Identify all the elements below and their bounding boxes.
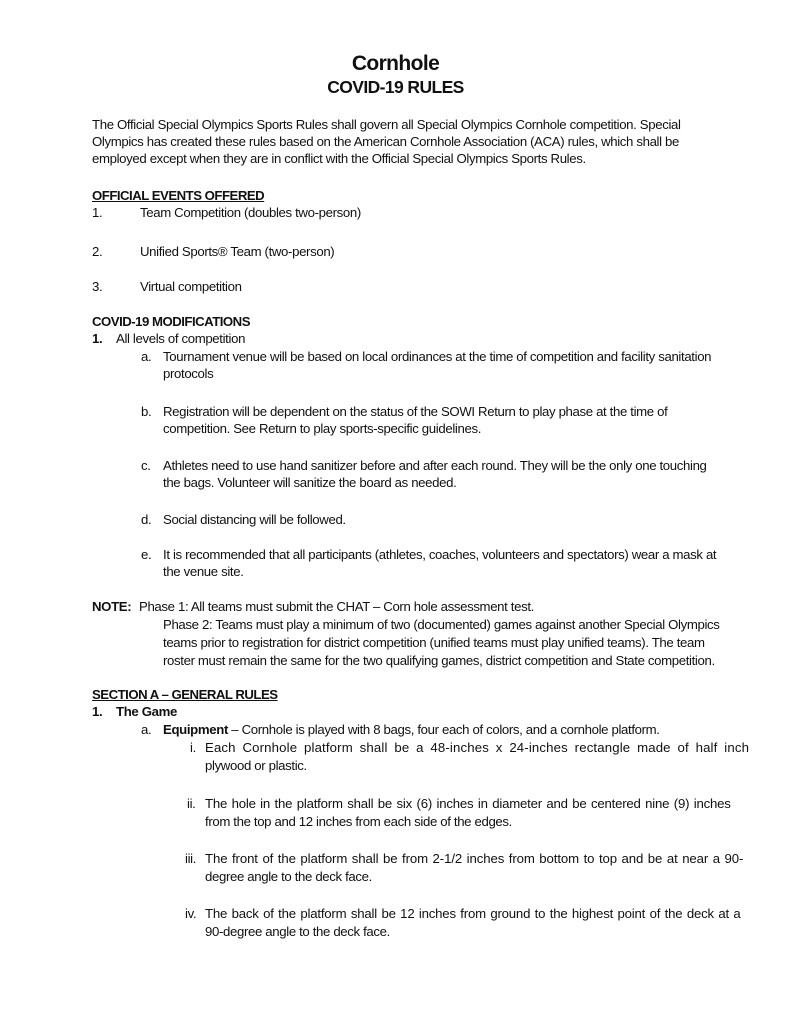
item-line: It is recommended that all participants (athletes, coaches, volunteers and spectators) wear a mask at [163, 547, 717, 562]
intro-line: The Official Special Olympics Sports Rules shall govern all Special Olympics Cornhole competition. Special [92, 117, 681, 132]
covid-level-number: 1. [92, 331, 103, 346]
item-letter: b. [141, 404, 152, 419]
item-line: protocols [163, 366, 214, 381]
note-label: NOTE: [92, 599, 132, 614]
item-line: from the top and 12 inches from each side of the edges. [205, 814, 512, 829]
item-letter: e. [141, 547, 152, 562]
item-line: the bags. Volunteer will sanitize the board as needed. [163, 475, 457, 490]
item-line: the venue site. [163, 564, 244, 579]
item-roman: iii. [185, 851, 197, 866]
event-text: Team Competition (doubles two-person) [140, 205, 361, 220]
equipment-label: Equipment [163, 722, 228, 737]
section-a-heading: SECTION A – GENERAL RULES [92, 687, 278, 702]
equipment-line [163, 722, 660, 737]
item-letter: d. [141, 512, 152, 527]
note-phase1: Phase 1: All teams must submit the CHAT – Corn hole assessment test. [139, 599, 534, 614]
page-title: Cornhole [351, 52, 440, 75]
covid-heading: COVID-19 MODIFICATIONS [92, 314, 251, 329]
intro-line: Olympics has created these rules based on the American Cornhole Association (ACA) rules, which shall be [92, 134, 680, 149]
section-a-sub-number: 1. [92, 704, 103, 719]
event-text: Virtual competition [140, 279, 242, 294]
section-a-sub-title: The Game [116, 704, 177, 719]
equipment-text: – Cornhole is played with 8 bags, four each of colors, and a cornhole platform. [227, 722, 660, 737]
item-line: 90-degree angle to the deck face. [205, 924, 390, 939]
item-line: competition. See Return to play sports-specific guidelines. [163, 421, 482, 436]
item-roman: ii. [187, 796, 196, 811]
item-roman: iv. [185, 906, 197, 921]
note-phase2-line: teams prior to registration for district competition (unified teams must play unified teams). The team [163, 635, 705, 650]
item-letter: a. [141, 722, 152, 737]
event-number: 3. [92, 279, 103, 294]
intro-line: employed except when they are in conflict with the Official Special Olympics Sports Rules. [92, 151, 586, 166]
event-number: 1. [92, 205, 103, 220]
item-letter: a. [141, 349, 152, 364]
item-line: The back of the platform shall be 12 inches from ground to the highest point of the deck at a [205, 906, 741, 921]
item-line: Social distancing will be followed. [163, 512, 346, 527]
item-line: plywood or plastic. [205, 758, 307, 773]
note-phase2-line: roster must remain the same for the two qualifying games, district competition and State competition. [163, 653, 715, 668]
covid-level-text: All levels of competition [116, 331, 246, 346]
item-line: Registration will be dependent on the status of the SOWI Return to play phase at the time of [163, 404, 668, 419]
note-phase2-line: Phase 2: Teams must play a minimum of two (documented) games against another Special Olympics [163, 617, 720, 632]
item-line: Athletes need to use hand sanitizer before and after each round. They will be the only one touching [163, 458, 707, 473]
item-line: degree angle to the deck face. [205, 869, 372, 884]
page-subtitle: COVID-19 RULES [327, 77, 464, 97]
item-line: The front of the platform shall be from 2-1/2 inches from bottom to top and be at near a 90- [205, 851, 744, 866]
event-text: Unified Sports® Team (two-person) [140, 244, 335, 259]
item-letter: c. [141, 458, 151, 473]
item-line: Tournament venue will be based on local ordinances at the time of competition and facility sanitation [163, 349, 712, 364]
item-line: Each Cornhole platform shall be a 48-inches x 24-inches rectangle made of half inch [205, 740, 750, 755]
item-line: The hole in the platform shall be six (6) inches in diameter and be centered nine (9) inches [205, 796, 731, 811]
event-number: 2. [92, 244, 103, 259]
events-heading: OFFICIAL EVENTS OFFERED [92, 188, 265, 203]
item-roman: i. [190, 740, 196, 755]
